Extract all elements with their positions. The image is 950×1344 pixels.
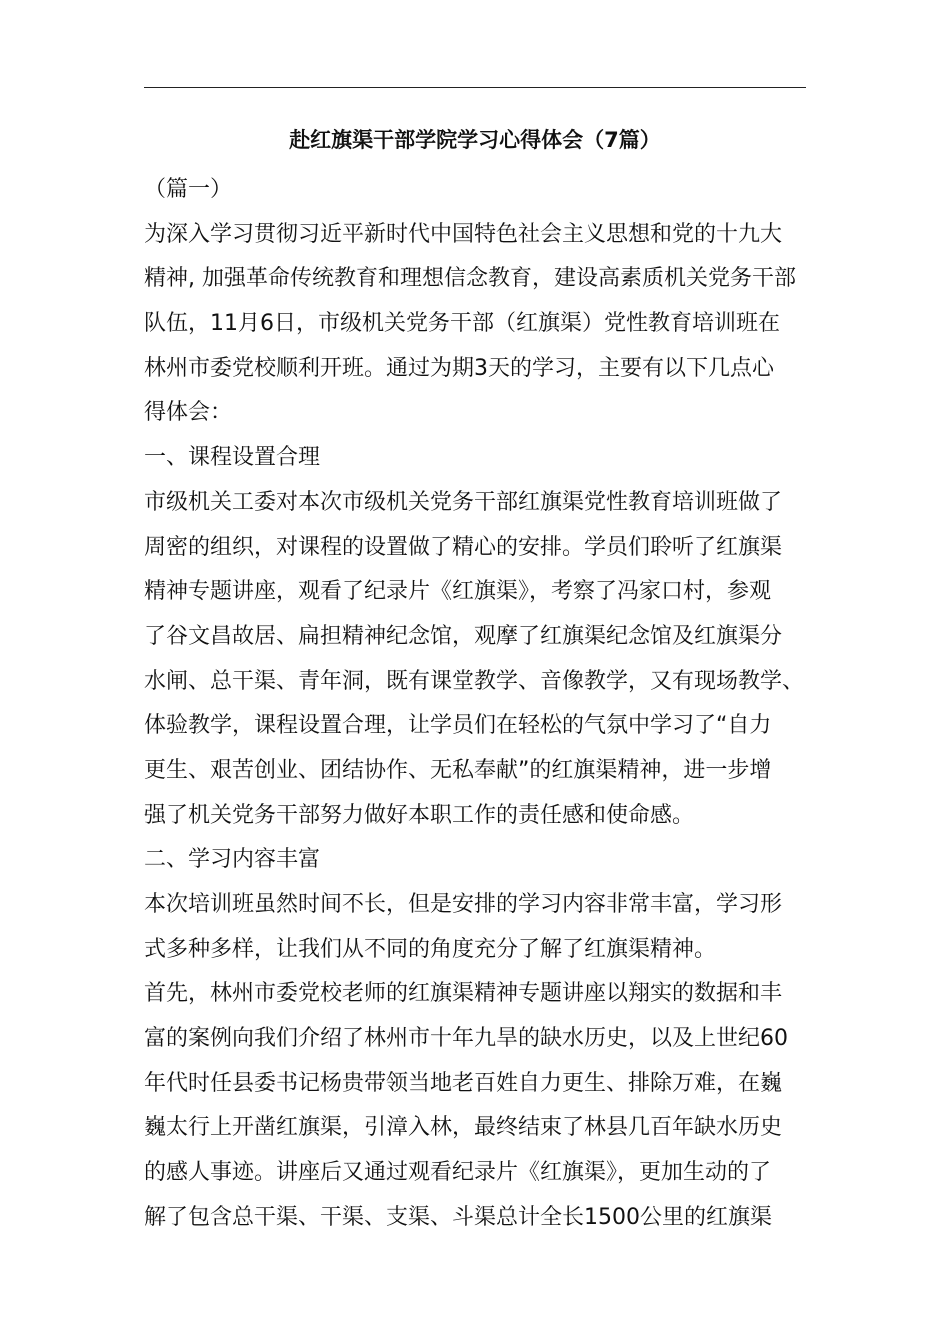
text-line: 得体会： bbox=[144, 400, 233, 426]
text-line: 年代时任县委书记杨贵带领当地老百姓自力更生、排除万难，在巍 bbox=[144, 1070, 783, 1096]
document-title: 赴红旗渠干部学院学习心得体会（7篇） bbox=[289, 128, 661, 152]
text-line: 二、学习内容丰富 bbox=[144, 847, 321, 873]
text-line: 林州市委党校顺利开班。通过为期3天的学习，主要有以下几点心 bbox=[144, 355, 774, 381]
text-line: 市级机关工委对本次市级机关党务干部红旗渠党性教育培训班做了 bbox=[144, 489, 783, 515]
text-line: 式多种多样，让我们从不同的角度充分了解了红旗渠精神。 bbox=[144, 936, 717, 962]
text-line: 一、课程设置合理 bbox=[144, 445, 321, 471]
text-line: （篇一） bbox=[144, 177, 233, 202]
header-rule bbox=[144, 87, 806, 88]
text-line: 富的案例向我们介绍了林州市十年九旱的缺水历史，以及上世纪60 bbox=[144, 1026, 788, 1052]
text-line: 队伍，11月6日，市级机关党务干部（红旗渠）党性教育培训班在 bbox=[144, 311, 780, 337]
text-line: 为深入学习贯彻习近平新时代中国特色社会主义思想和党的十九大 bbox=[144, 221, 783, 247]
text-line: 精神专题讲座，观看了纪录片《红旗渠》，考察了冯家口村，参观 bbox=[144, 579, 772, 605]
text-line: 强了机关党务干部努力做好本职工作的责任感和使命感。 bbox=[144, 802, 695, 828]
text-line: 首先，林州市委党校老师的红旗渠精神专题讲座以翔实的数据和丰 bbox=[144, 981, 783, 1007]
text-line: 的感人事迹。讲座后又通过观看纪录片《红旗渠》，更加生动的了 bbox=[144, 1160, 772, 1186]
text-line: 解了包含总干渠、干渠、支渠、斗渠总计全长1500公里的红旗渠 bbox=[144, 1204, 772, 1230]
text-line: 了谷文昌故居、扁担精神纪念馆，观摩了红旗渠纪念馆及红旗渠分 bbox=[144, 623, 783, 649]
text-line: 本次培训班虽然时间不长，但是安排的学习内容非常丰富，学习形 bbox=[144, 892, 783, 917]
text-line: 周密的组织，对课程的设置做了精心的安排。学员们聆听了红旗渠 bbox=[144, 534, 783, 560]
text-line: 水闸、总干渠、青年洞，既有课堂教学、音像教学，又有现场教学、 bbox=[144, 668, 805, 694]
text-line: 体验教学，课程设置合理，让学员们在轻松的气氛中学习了“自力 bbox=[144, 713, 772, 739]
document-body bbox=[144, 168, 824, 1241]
text-line: 巍太行上开凿红旗渠，引漳入林，最终结束了林县几百年缺水历史 bbox=[144, 1115, 783, 1141]
text-line: 精神, 加强革命传统教育和理想信念教育，建设高素质机关党务干部 bbox=[144, 266, 796, 292]
text-line: 更生、艰苦创业、团结协作、无私奉献”的红旗渠精神，进一步增 bbox=[144, 757, 772, 783]
